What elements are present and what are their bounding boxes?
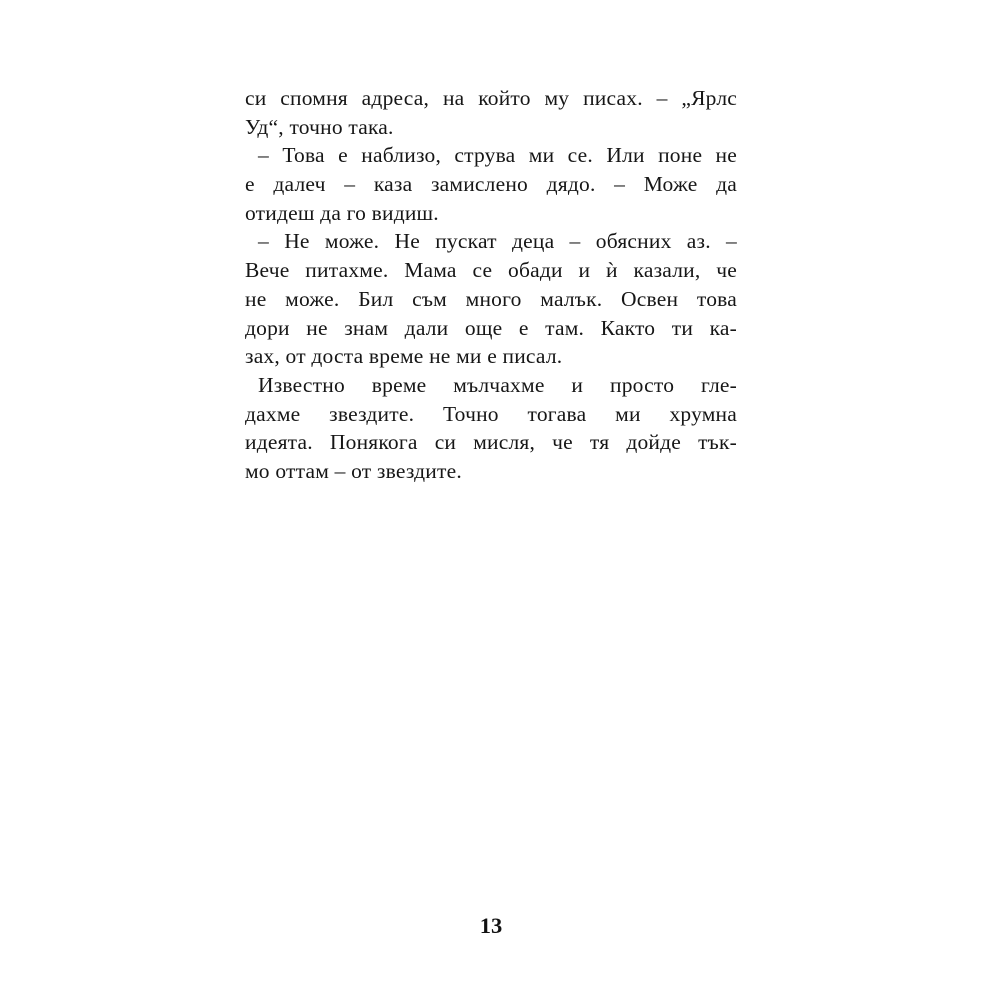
text-line: – Това е наблизо, струва ми се. Или поне не [258, 143, 737, 168]
text-line: мо оттам – от звездите. [245, 458, 462, 483]
text-line: идеята. Понякога си мисля, че тя дойде тък- [245, 430, 737, 455]
text-line: – Не може. Не пускат деца – обясних аз. – [258, 229, 737, 254]
text-line: си спомня адреса, на който му писах. – „Ярлс [245, 86, 737, 110]
text-block [245, 84, 737, 486]
text-line: дахме звездите. Точно тогава ми хрумна [245, 401, 737, 426]
page-number: 13 [479, 913, 503, 938]
text-line: дори не знам дали още е там. Както ти ка- [245, 315, 737, 340]
text-line: зах, от доста време не ми е писал. [245, 344, 563, 369]
text-line: Уд“, точно така. [245, 114, 394, 139]
text-line: не може. Бил съм много малък. Освен това [245, 286, 737, 311]
text-line: е далеч – каза замислено дядо. – Може да [245, 172, 737, 197]
text-line: отидеш да го видиш. [245, 200, 439, 225]
text-line: Известно време мълчахме и просто гле- [258, 372, 737, 397]
text-line: Вече питахме. Мама се обади и ѝ казали, че [245, 258, 737, 283]
